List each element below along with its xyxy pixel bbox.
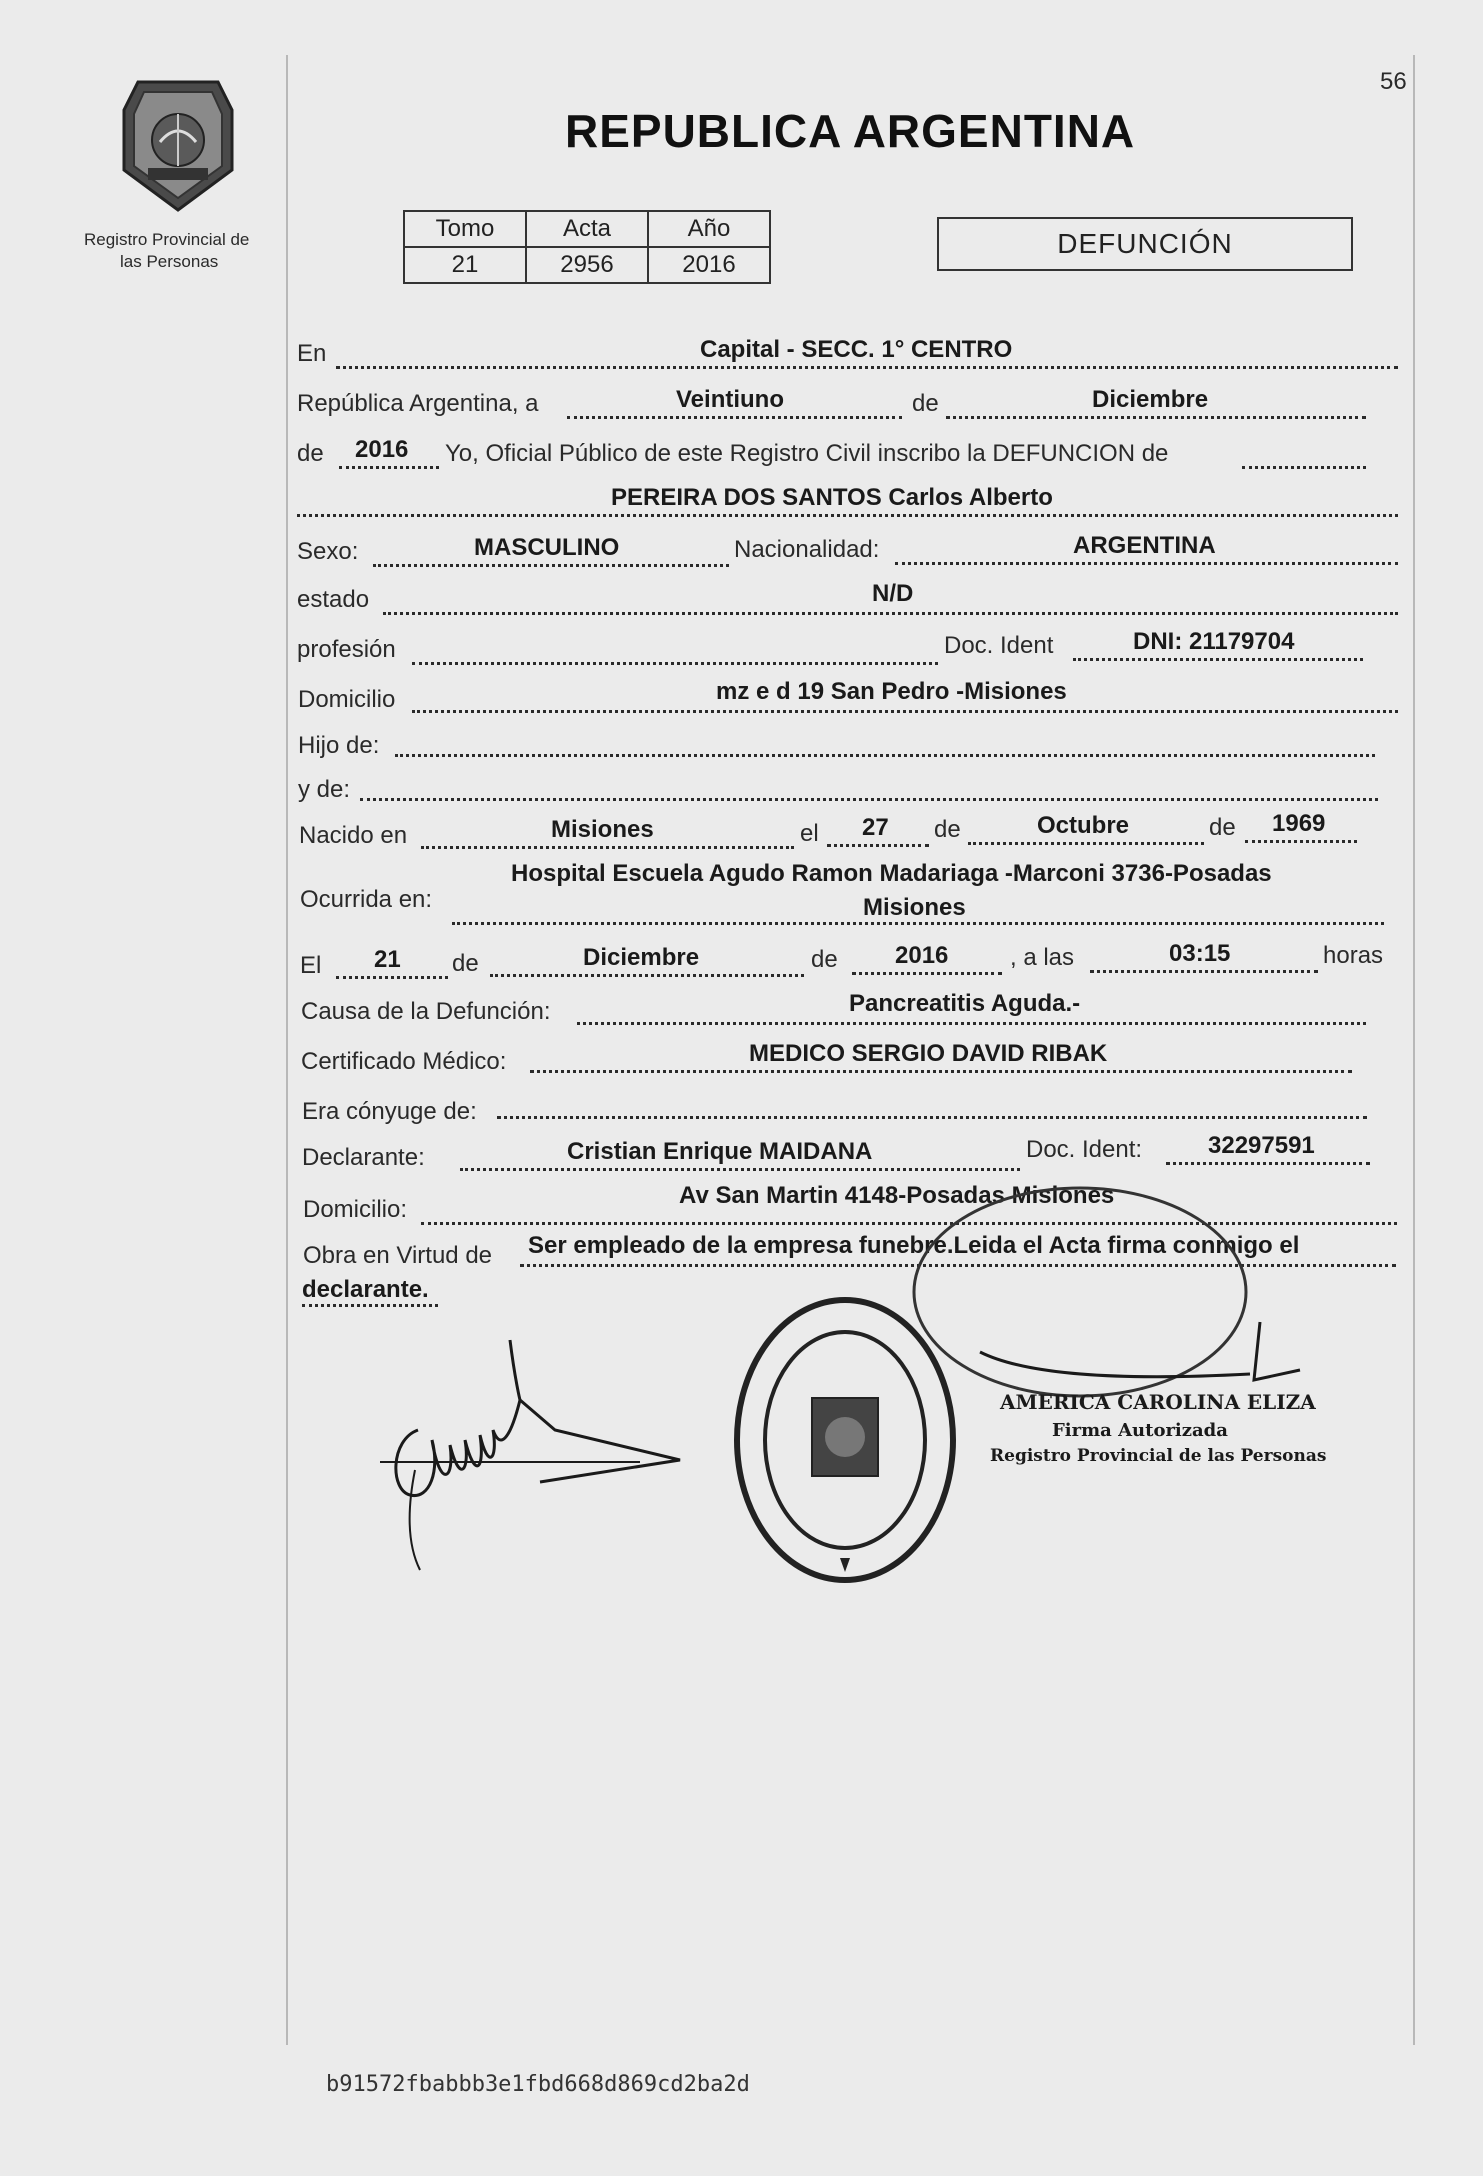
declarante-label: Declarante: xyxy=(302,1144,425,1171)
logo-caption-line1: Registro Provincial de xyxy=(84,230,250,249)
inscribo-text: Yo, Oficial Público de este Registro Civil inscribo la DEFUNCION de xyxy=(445,440,1169,467)
official-office: Registro Provincial de las Personas xyxy=(990,1446,1327,1466)
sexo-label: Sexo: xyxy=(297,538,359,565)
def-anio-dotted-line xyxy=(852,972,1002,975)
de-label-1: de xyxy=(912,390,939,417)
province-seal-logo xyxy=(108,70,248,218)
inscribo-dotted-line xyxy=(1242,466,1366,469)
nacido-dia-dotted-line xyxy=(827,844,929,847)
nacido-de-2: de xyxy=(1209,814,1236,841)
def-anio: 2016 xyxy=(895,942,949,969)
hijo-dotted-line xyxy=(395,754,1375,757)
nacido-anio: 1969 xyxy=(1272,810,1326,837)
El-label: El xyxy=(300,952,322,979)
year-text: 2016 xyxy=(355,436,409,463)
document-hash: b91572fbabbb3e1fbd668d869cd2ba2d xyxy=(326,2072,750,2097)
nacido-anio-dotted-line xyxy=(1245,840,1357,843)
nacido-dia: 27 xyxy=(862,814,889,841)
name-dotted-line xyxy=(297,514,1398,517)
decl-doc-value: 32297591 xyxy=(1208,1132,1315,1159)
yde-label: y de: xyxy=(298,776,351,803)
logo-caption-line2: las Personas xyxy=(120,252,219,271)
official-round-stamp xyxy=(730,1290,960,1590)
sexo-value: MASCULINO xyxy=(474,534,620,561)
ocurrida-dotted-line xyxy=(452,922,1384,925)
sexo-dotted-line xyxy=(373,564,729,567)
causa-value: Pancreatitis Aguda.- xyxy=(849,990,1081,1017)
doc-label: Doc. Ident xyxy=(944,632,1054,659)
month-text: Diciembre xyxy=(1092,386,1209,413)
table-header-anio: Año xyxy=(648,211,770,247)
hijo-label: Hijo de: xyxy=(298,732,380,759)
def-de-1: de xyxy=(452,950,479,977)
right-margin-rule xyxy=(1413,55,1415,2045)
record-number-table xyxy=(403,210,771,284)
causa-dotted-line xyxy=(577,1022,1366,1025)
nacido-lugar: Misiones xyxy=(551,816,654,843)
day-text: Veintiuno xyxy=(676,386,784,413)
domicilio-dotted-line xyxy=(412,710,1398,713)
yde-dotted-line xyxy=(360,798,1378,801)
official-role: Firma Autorizada xyxy=(1052,1420,1228,1441)
obra-2-dotted-line xyxy=(302,1304,438,1307)
de-label-2: de xyxy=(297,440,324,467)
obra-value-2: declarante. xyxy=(302,1276,429,1303)
nacido-lugar-dotted-line xyxy=(421,846,794,849)
table-header-acta: Acta xyxy=(526,211,648,247)
ocurrida-label: Ocurrida en: xyxy=(300,886,433,913)
decl-doc-dotted-line xyxy=(1166,1162,1370,1165)
def-de-2: de xyxy=(811,946,838,973)
republica-label: República Argentina, a xyxy=(297,390,539,417)
certificado-dotted-line xyxy=(530,1070,1352,1073)
table-header-tomo: Tomo xyxy=(404,211,526,247)
obra-label: Obra en Virtud de xyxy=(303,1242,493,1269)
nacionalidad-value: ARGENTINA xyxy=(1073,532,1216,559)
certificado-value: MEDICO SERGIO DAVID RIBAK xyxy=(749,1040,1108,1067)
def-hora: 03:15 xyxy=(1169,940,1231,967)
conyuge-dotted-line xyxy=(497,1116,1367,1119)
estado-label: estado xyxy=(297,586,370,613)
month-dotted-line xyxy=(946,416,1366,419)
def-dia-dotted-line xyxy=(336,976,448,979)
def-hora-dotted-line xyxy=(1090,970,1318,973)
official-name: AMERICA CAROLINA ELIZA xyxy=(1000,1390,1316,1414)
causa-label: Causa de la Defunción: xyxy=(301,998,551,1025)
year-dotted-line xyxy=(339,466,439,469)
def-mes: Diciembre xyxy=(583,944,700,971)
page-number: 56 xyxy=(1380,68,1407,95)
decl-dom-value: Av San Martin 4148-Posadas Misiones xyxy=(679,1182,1115,1209)
declarante-value: Cristian Enrique MAIDANA xyxy=(567,1138,873,1165)
ocurrida-line1: Hospital Escuela Agudo Ramon Madariaga -Marconi 3736-Posadas xyxy=(511,860,1272,887)
profesion-dotted-line xyxy=(412,662,938,665)
def-mes-dotted-line xyxy=(490,974,804,977)
domicilio-label: Domicilio xyxy=(298,686,396,713)
el-label: el xyxy=(800,820,819,847)
day-dotted-line xyxy=(567,416,902,419)
table-value-tomo: 21 xyxy=(404,247,526,283)
estado-value: N/D xyxy=(872,580,914,607)
conyuge-label: Era cónyuge de: xyxy=(302,1098,477,1125)
deceased-name: PEREIRA DOS SANTOS Carlos Alberto xyxy=(611,484,1053,511)
declarant-signature xyxy=(370,1320,700,1580)
nacido-de-1: de xyxy=(934,816,961,843)
domicilio-value: mz e d 19 San Pedro -Misiones xyxy=(716,678,1067,705)
official-signature xyxy=(960,1312,1320,1402)
horas-label: horas xyxy=(1323,942,1384,969)
nacido-label: Nacido en xyxy=(299,822,408,849)
decl-dom-label: Domicilio: xyxy=(303,1196,408,1223)
table-value-anio: 2016 xyxy=(648,247,770,283)
nacido-mes: Octubre xyxy=(1037,812,1130,839)
en-label: En xyxy=(297,340,327,367)
en-dotted-line xyxy=(336,366,1398,369)
document-title: REPUBLICA ARGENTINA xyxy=(565,105,1136,157)
estado-dotted-line xyxy=(383,612,1398,615)
doc-value: DNI: 21179704 xyxy=(1133,628,1295,655)
ocurrida-line2: Misiones xyxy=(863,894,966,921)
profesion-label: profesión xyxy=(297,636,396,663)
decl-doc-label: Doc. Ident: xyxy=(1026,1136,1143,1163)
left-margin-rule xyxy=(286,55,288,2045)
nacionalidad-label: Nacionalidad: xyxy=(734,536,880,563)
doc-dotted-line xyxy=(1073,658,1363,661)
declarante-dotted-line xyxy=(460,1168,1020,1171)
record-type-box: DEFUNCIÓN xyxy=(937,217,1353,271)
nacionalidad-dotted-line xyxy=(895,562,1398,565)
certificado-label: Certificado Médico: xyxy=(301,1048,507,1075)
alas-label: , a las xyxy=(1010,944,1075,971)
nacido-mes-dotted-line xyxy=(968,842,1204,845)
table-value-acta: 2956 xyxy=(526,247,648,283)
obra-value: Ser empleado de la empresa funebre.Leida el Acta firma conmigo el xyxy=(528,1232,1300,1259)
en-value: Capital - SECC. 1° CENTRO xyxy=(700,336,1013,363)
def-dia: 21 xyxy=(374,946,401,973)
